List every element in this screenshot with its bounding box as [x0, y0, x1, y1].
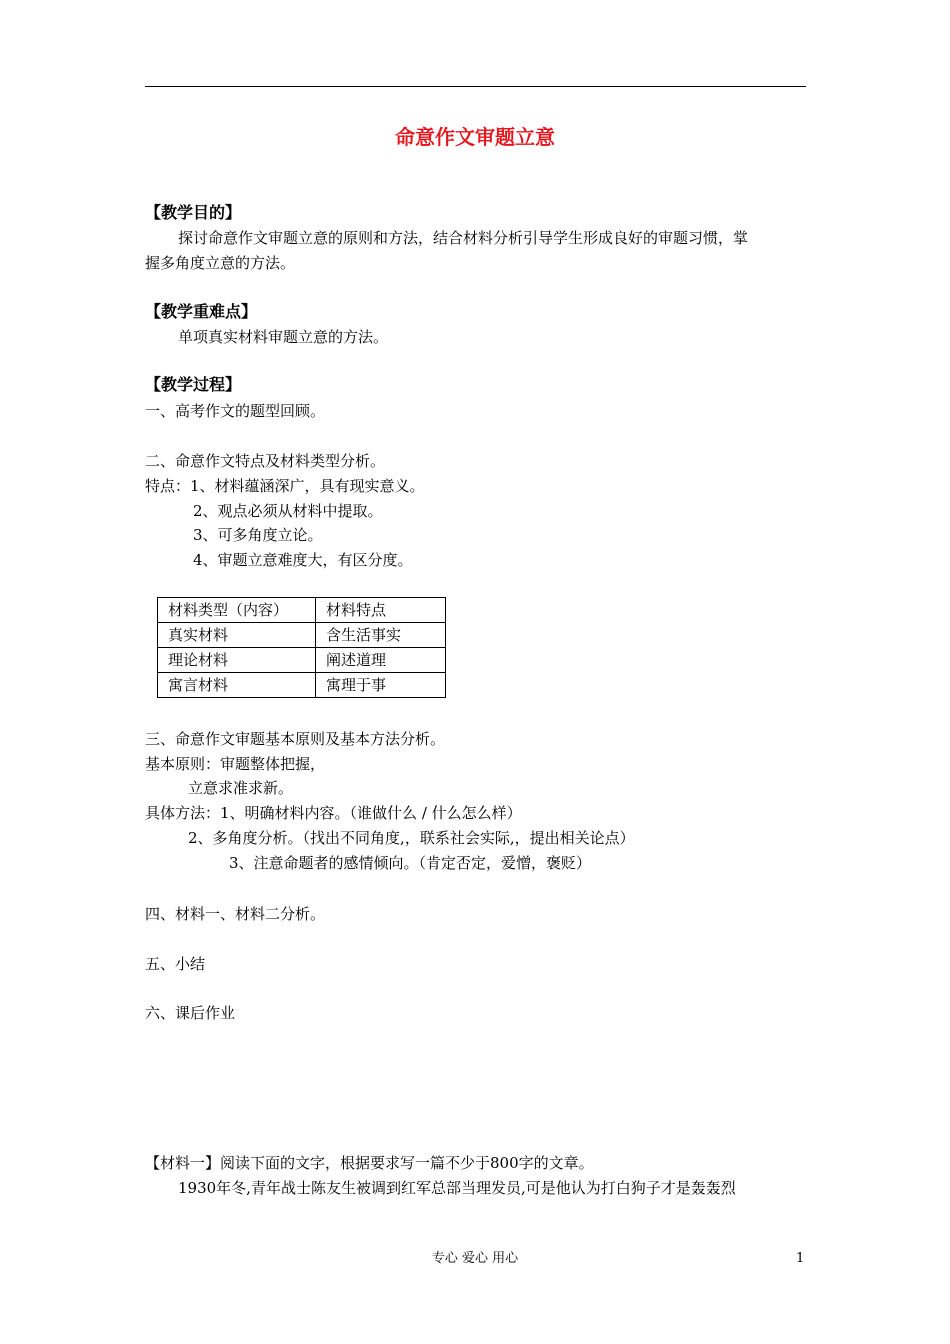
- table-row: [158, 648, 446, 673]
- goal-text-line-2: 握多角度立意的方法。: [145, 254, 296, 272]
- feature-item: 特点：1、材料蕴涵深广，具有现实意义。: [145, 477, 425, 495]
- table-cell: 真实材料: [158, 623, 316, 648]
- document-title: 命意作文审题立意: [395, 125, 555, 149]
- footer-motto: 专心 爱心 用心: [431, 1251, 519, 1266]
- process-step-2: 二、命意作文特点及材料类型分析。: [145, 452, 386, 470]
- page-number: 1: [796, 1251, 805, 1266]
- goal-text-line-1: 探讨命意作文审题立意的原则和方法，结合材料分析引导学生形成良好的审题习惯，掌: [178, 229, 749, 247]
- feature-item: 2、观点必须从材料中提取。: [193, 502, 383, 520]
- principle-line-1: 基本原则：审题整体把握，: [145, 755, 326, 773]
- method-line-1: 具体方法：1、明确材料内容。（谁做什么 / 什么怎么样）: [145, 804, 522, 822]
- method-line-2: 2、多角度分析。（找出不同角度,，联系社会实际,，提出相关论点）: [188, 829, 635, 847]
- keypoint-text: 单项真实材料审题立意的方法。: [178, 328, 389, 346]
- table-cell: 理论材料: [158, 648, 316, 673]
- keypoint-heading: 【教学重难点】: [145, 302, 258, 321]
- method-line-3: 3、注意命题者的感情倾向。（肯定否定，爱憎，褒贬）: [229, 854, 592, 872]
- principle-line-2: 立意求准求新。: [188, 779, 294, 797]
- table-header-row: [158, 598, 446, 623]
- process-step-1: 一、高考作文的题型回顾。: [145, 402, 326, 420]
- material-type-table: [157, 597, 446, 698]
- table-header-cell: 材料类型（内容）: [158, 598, 316, 623]
- goal-heading: 【教学目的】: [145, 203, 242, 222]
- process-step-6: 六、课后作业: [145, 1004, 236, 1022]
- header-rule: [145, 86, 806, 87]
- feature-item: 4、审题立意难度大，有区分度。: [193, 551, 413, 569]
- table-row: [158, 623, 446, 648]
- feature-item: 3、可多角度立论。: [193, 526, 323, 544]
- table-header-cell: 材料特点: [316, 598, 446, 623]
- table-cell: 阐述道理: [316, 648, 446, 673]
- process-heading: 【教学过程】: [145, 375, 242, 394]
- table-cell: 寓言材料: [158, 673, 316, 698]
- table-row: [158, 673, 446, 698]
- process-step-5: 五、小结: [145, 955, 206, 973]
- material1-line-1: 【材料一】阅读下面的文字，根据要求写一篇不少于800字的文章。: [145, 1154, 594, 1172]
- process-step-3: 三、命意作文审题基本原则及基本方法分析。: [145, 730, 446, 748]
- table-cell: 寓理于事: [316, 673, 446, 698]
- material1-line-2: 1930年冬,青年战士陈友生被调到红军总部当理发员,可是他认为打白狗子才是轰轰烈: [178, 1179, 736, 1197]
- table-cell: 含生活事实: [316, 623, 446, 648]
- process-step-4: 四、材料一、材料二分析。: [145, 905, 326, 923]
